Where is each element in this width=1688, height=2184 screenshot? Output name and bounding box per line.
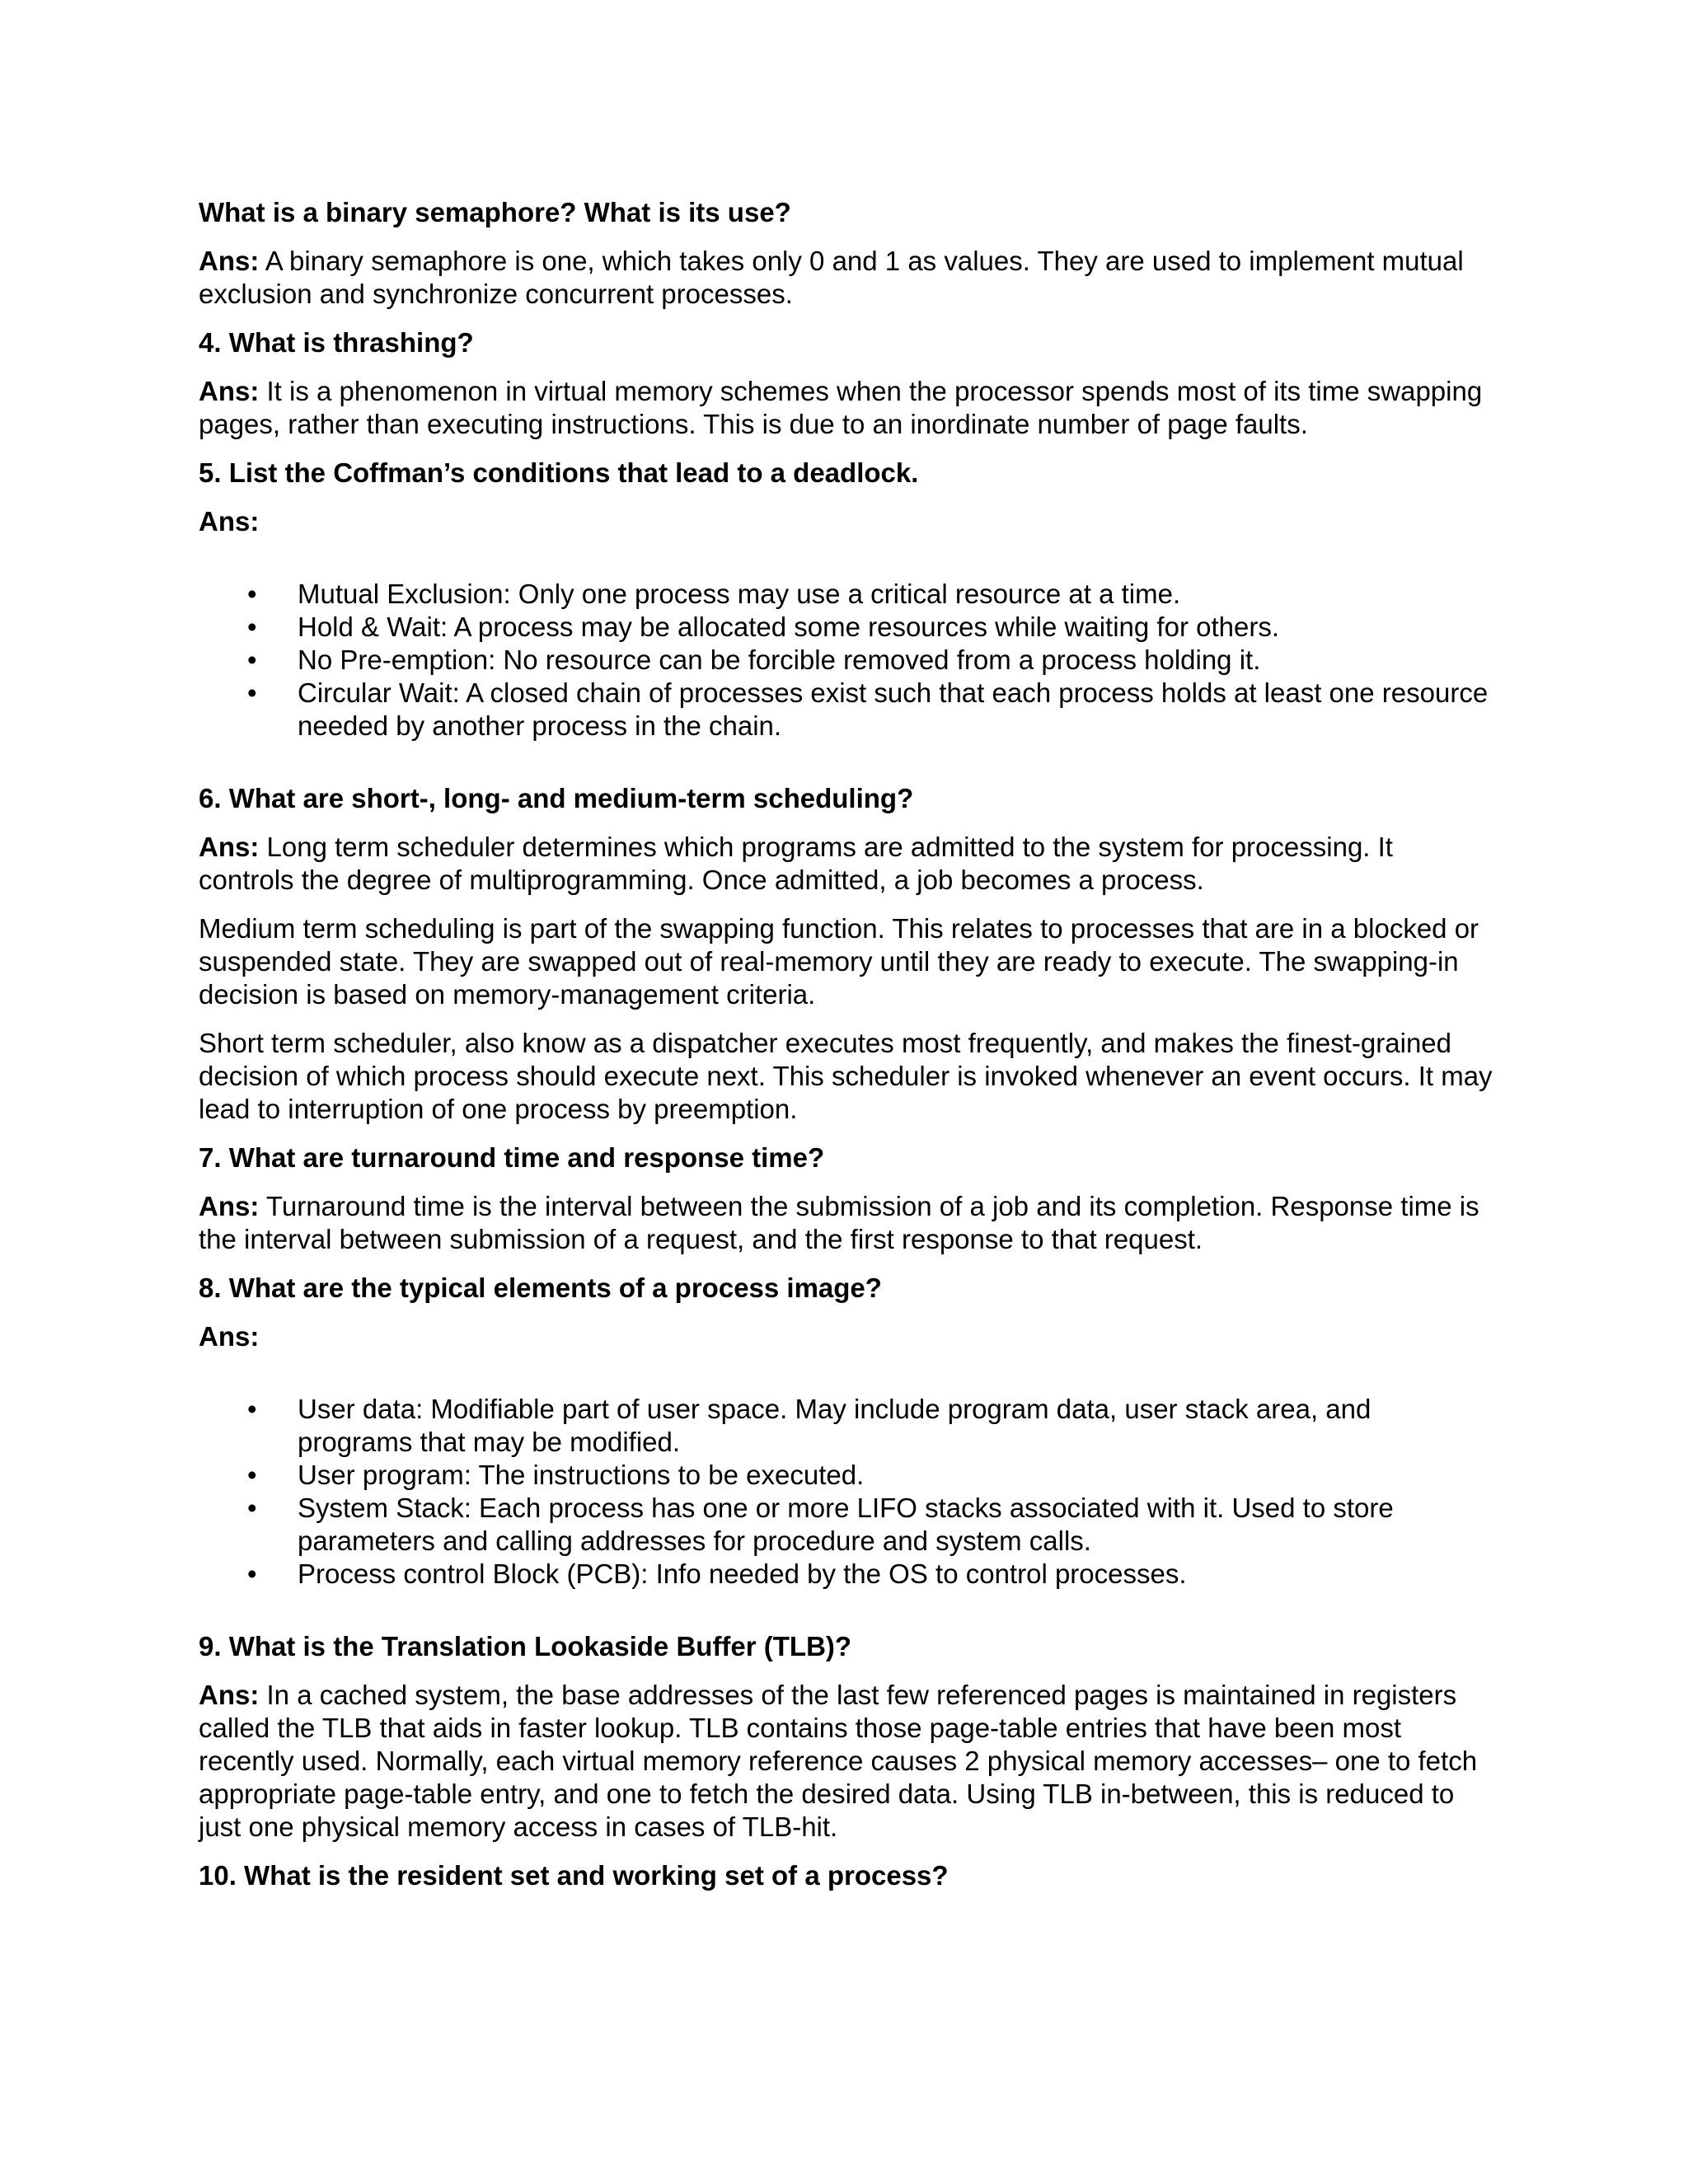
answer-paragraph — [199, 1190, 1493, 1256]
answer-paragraph: Medium term scheduling is part of the swapping function. This relates to processes that are in a blocked or suspended state. They are swapped out of real-memory until they are ready to execute. The swapping-in decision is based on memory-management criteria. — [199, 913, 1479, 1010]
list-item: • Mutual Exclusion: Only one process may use a critical resource at a time. — [199, 578, 1493, 611]
answer-paragraph — [199, 375, 1493, 441]
question-heading: 10. What is the resident set and working set of a process? — [199, 1860, 949, 1891]
ans-label: Ans: — [199, 1321, 260, 1352]
question-heading: 9. What is the Translation Lookaside Buffer (TLB)? — [199, 1631, 852, 1661]
ans-label: Ans: — [199, 1680, 260, 1710]
question-heading: 4. What is thrashing? — [199, 327, 474, 358]
question-heading: 8. What are the typical elements of a process image? — [199, 1272, 882, 1303]
answer-text: Long term scheduler determines which programs are admitted to the system for processing. It controls the degree of multiprogramming. Once admitted, a job becomes a process. — [199, 832, 1393, 895]
list-item: • User data: Modifiable part of user space. May include program data, user stack area, and programs that may be modified. — [199, 1393, 1493, 1459]
answer-paragraph — [199, 1679, 1493, 1844]
ans-label: Ans: — [199, 506, 260, 537]
answer-paragraph — [199, 831, 1493, 897]
answer-paragraph — [199, 245, 1493, 311]
answer-paragraph: Short term scheduler, also know as a dispatcher executes most frequently, and makes the finest-grained decision of which process should execute next. This scheduler is invoked whenever an event occurs. It may lead to interruption of one process by preemption. — [199, 1028, 1493, 1124]
ans-label: Ans: — [199, 246, 260, 276]
list-item: • Circular Wait: A closed chain of processes exist such that each process holds at least one resource needed by another process in the chain. — [199, 677, 1493, 743]
bullet-list — [199, 578, 1493, 743]
question-heading: 6. What are short-, long- and medium-term scheduling? — [199, 783, 914, 813]
list-item: • User program: The instructions to be executed. — [199, 1459, 1493, 1492]
list-item: • System Stack: Each process has one or more LIFO stacks associated with it. Used to store parameters and calling addresses for procedure and system calls. — [199, 1492, 1493, 1558]
question-heading: What is a binary semaphore? What is its use? — [199, 197, 791, 227]
ans-label: Ans: — [199, 1191, 260, 1221]
list-item: • No Pre-emption: No resource can be forcible removed from a process holding it. — [199, 644, 1493, 677]
list-item: • Process control Block (PCB): Info needed by the OS to control processes. — [199, 1558, 1493, 1591]
answer-text: In a cached system, the base addresses of the last few referenced pages is maintained in registers called the TLB that aids in faster lookup. TLB contains those page-table entries that have been most recently used. Normally, each virtual memory reference causes 2 physical memory accesses– one to fetch appropriate page-table entry, and one to fetch the desired data. Using TLB in-between, this is reduced to just one physical memory access in cases of TLB-hit. — [199, 1680, 1478, 1842]
answer-text: A binary semaphore is one, which takes only 0 and 1 as values. They are used to implement mutual exclusion and synchronize concurrent processes. — [199, 246, 1464, 309]
answer-text: It is a phenomenon in virtual memory schemes when the processor spends most of its time swapping pages, rather than executing instructions. This is due to an inordinate number of page faults. — [199, 376, 1483, 439]
ans-label: Ans: — [199, 376, 260, 406]
document-page — [199, 196, 1493, 1908]
ans-label: Ans: — [199, 832, 260, 862]
question-heading: 5. List the Coffman’s conditions that lead to a deadlock. — [199, 457, 919, 488]
answer-text: Turnaround time is the interval between the submission of a job and its completion. Response time is the interval between submission of a request, and the first response to that request. — [199, 1191, 1479, 1254]
bullet-list — [199, 1393, 1493, 1591]
list-item: • Hold & Wait: A process may be allocated some resources while waiting for others. — [199, 611, 1493, 644]
question-heading: 7. What are turnaround time and response time? — [199, 1142, 825, 1173]
